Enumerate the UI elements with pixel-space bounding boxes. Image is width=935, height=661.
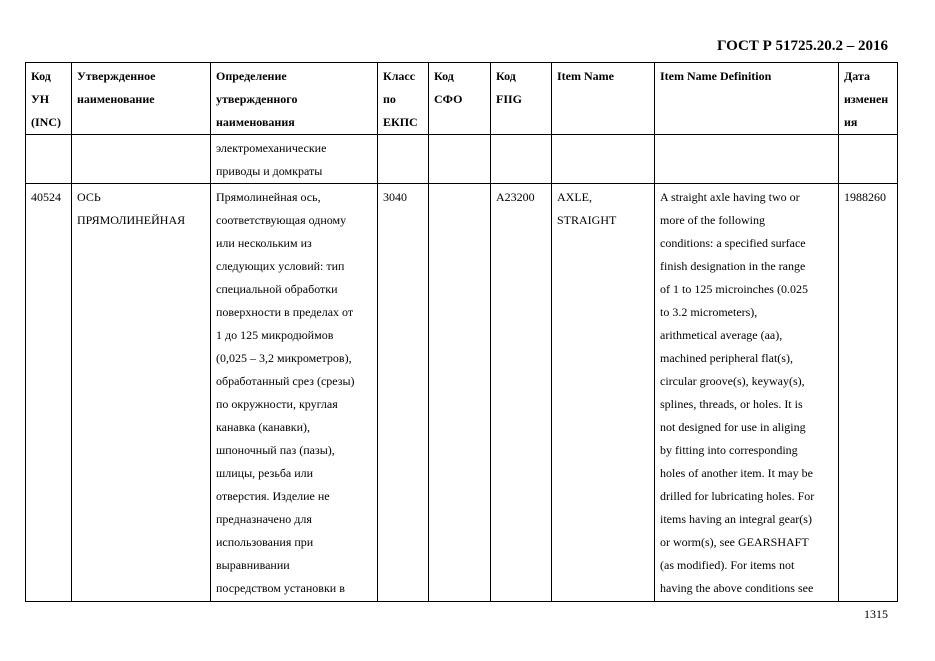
cell-fiig-code xyxy=(491,135,552,184)
header-approved-name: Утвержденное наименование xyxy=(72,63,211,135)
cell-approved-name xyxy=(72,135,211,184)
cell-item-name-definition xyxy=(655,135,839,184)
page-number: 1315 xyxy=(864,607,888,621)
cell-definition-ru: Прямолинейная ось, соответствующая одному или нескольким из следующих условий: тип специальной обработки поверхности в пределах от 1 до 125 микродюймов (0,025 – 3,2 микрометров), обработанный срез (срезы) по окружности, круглая канавка (канавки), шпоночный паз (пазы), шлицы, резьба или отверстия. Изделие не предназначено для использования при выравнивании посредством установки в xyxy=(211,184,378,602)
nomenclature-table xyxy=(25,62,898,602)
header-inc: Код УН (INC) xyxy=(26,63,72,135)
header-item-name: Item Name xyxy=(552,63,655,135)
cell-inc xyxy=(26,135,72,184)
document-standard-title: ГОСТ Р 51725.20.2 – 2016 xyxy=(716,38,888,54)
header-item-name-definition: Item Name Definition xyxy=(655,63,839,135)
cell-inc: 40524 xyxy=(26,184,72,602)
cell-change-date xyxy=(839,135,898,184)
header-fiig-code: Код FIIG xyxy=(491,63,552,135)
cell-item-name-definition: A straight axle having two or more of the following conditions: a specified surface finish designation in the range of 1 to 125 microinches (0.025 to 3.2 micrometers), arithmetical average (aa), machined peripheral flat(s), circular groove(s), keyway(s), splines, threads, or holes. It is not designed for use in aliging by fitting into corresponding holes of another item. It may be drilled for lubricating holes. For items having an integral gear(s) or worm(s), see GEARSHAFT (as modified). For items not having the above conditions see xyxy=(655,184,839,602)
header-definition-ru: Определение утвержденного наименования xyxy=(211,63,378,135)
table-row-continuation xyxy=(26,135,898,184)
cell-definition-ru: электромеханические приводы и домкраты xyxy=(211,135,378,184)
table-row-entry xyxy=(26,184,898,602)
cell-item-name: AXLE, STRAIGHT xyxy=(552,184,655,602)
cell-ekps-class: 3040 xyxy=(378,184,429,602)
header-ekps-class: Класс по ЕКПС xyxy=(378,63,429,135)
cell-change-date: 1988260 xyxy=(839,184,898,602)
cell-item-name xyxy=(552,135,655,184)
cell-ekps-class xyxy=(378,135,429,184)
table-header-row xyxy=(26,63,898,135)
cell-approved-name: ОСЬ ПРЯМОЛИНЕЙНАЯ xyxy=(72,184,211,602)
header-sfo-code: Код СФО xyxy=(429,63,491,135)
cell-sfo-code xyxy=(429,184,491,602)
cell-fiig-code: A23200 xyxy=(491,184,552,602)
header-change-date: Дата изменен ия xyxy=(839,63,898,135)
cell-sfo-code xyxy=(429,135,491,184)
